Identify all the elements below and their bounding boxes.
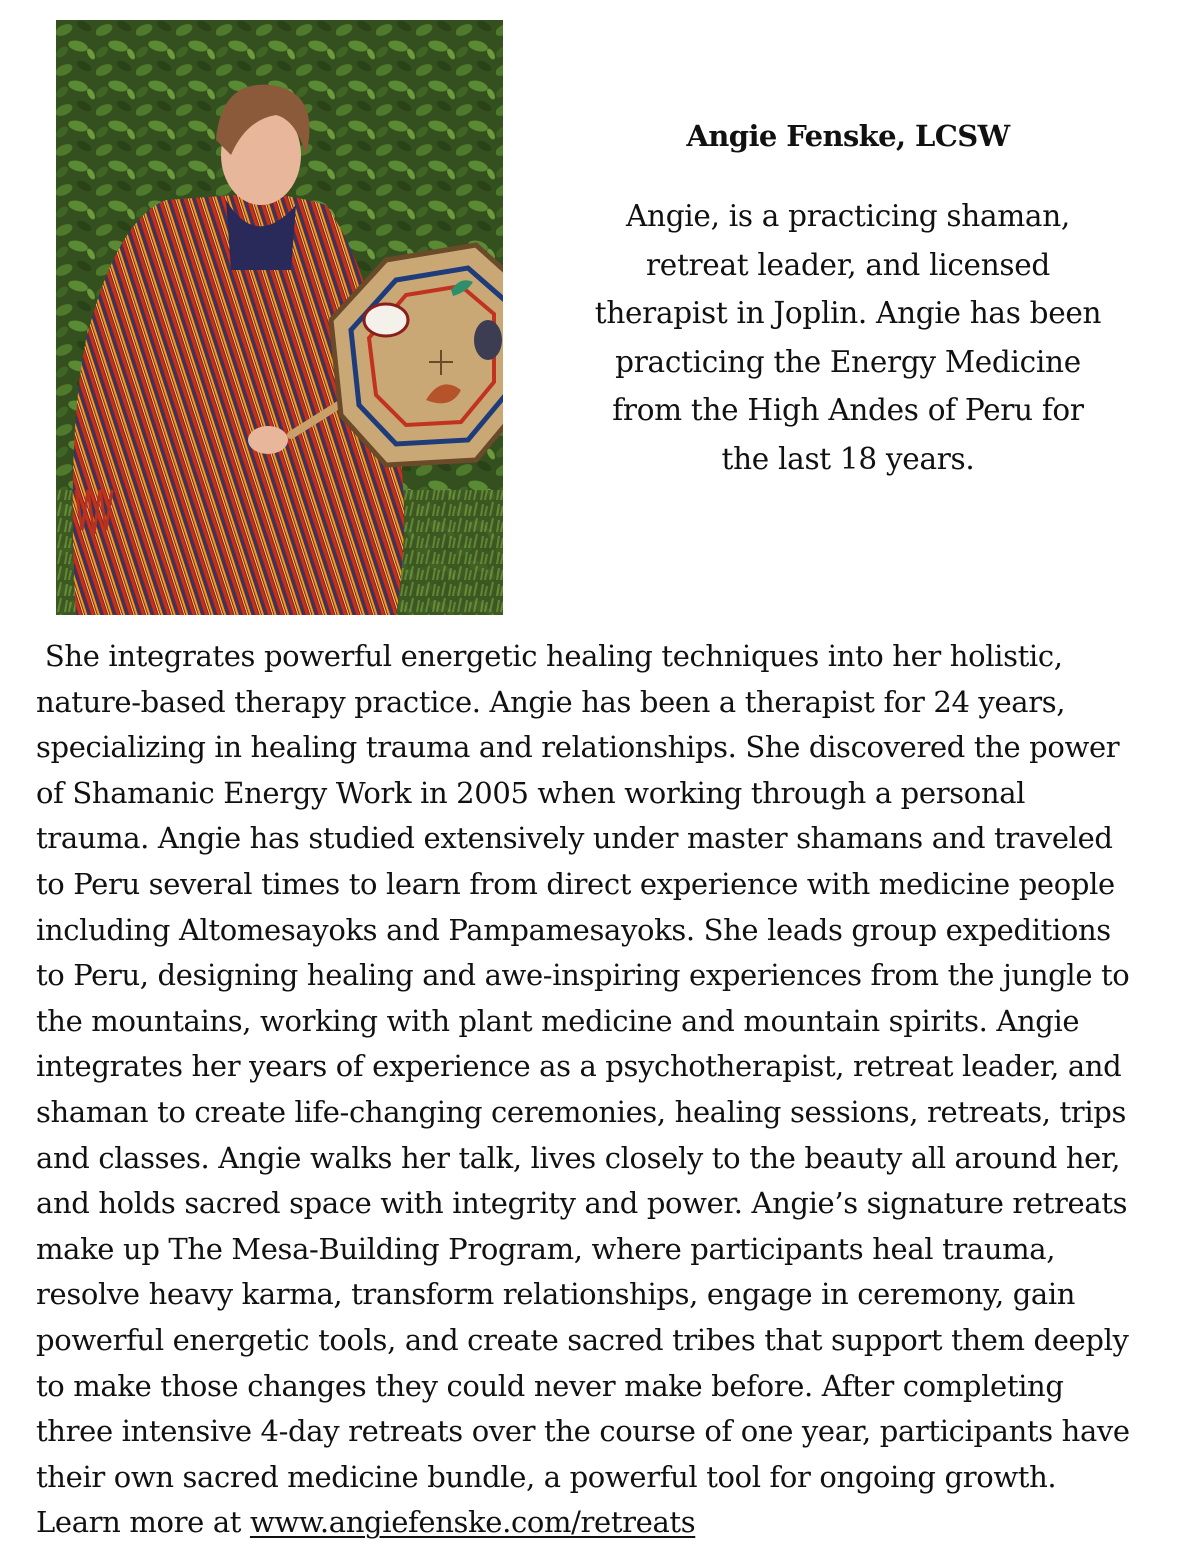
body-line: shaman to create life-changing ceremonies, healing sessions, retreats, trips <box>36 1094 1126 1129</box>
body-line: resolve heavy karma, transform relationships, engage in ceremony, gain <box>36 1277 1076 1312</box>
intro-line: therapist in Joplin. Angie has been <box>594 296 1102 330</box>
body-line: and holds sacred space with integrity and power. Angie’s signature retreats <box>36 1186 1128 1221</box>
body-line: their own sacred medicine bundle, a powerful tool for ongoing growth. <box>36 1459 1057 1494</box>
body-line: to Peru several times to learn from direct experience with medicine people <box>36 866 1115 901</box>
body-line: of Shamanic Energy Work in 2005 when working through a personal <box>36 775 1026 810</box>
bio-body-paragraph <box>36 634 1176 1546</box>
retreats-link[interactable]: www.angiefenske.com/retreats <box>249 1505 696 1540</box>
body-line: three intensive 4-day retreats over the course of one year, participants have <box>36 1414 1130 1449</box>
intro-line: Angie, is a practicing shaman, <box>625 199 1070 233</box>
body-line: powerful energetic tools, and create sacred tribes that support them deeply <box>36 1322 1129 1357</box>
learn-more-prefix: Learn more at <box>36 1505 250 1540</box>
body-line: the mountains, working with plant medicine and mountain spirits. Angie <box>36 1003 1080 1038</box>
body-line: and classes. Angie walks her talk, lives closely to the beauty all around her, <box>36 1140 1121 1175</box>
body-line: She integrates powerful energetic healing techniques into her holistic, <box>36 639 1063 673</box>
intro-line: practicing the Energy Medicine <box>615 344 1081 379</box>
body-line: to make those changes they could never make before. After completing <box>36 1368 1064 1403</box>
bio-header <box>548 116 1148 483</box>
learn-more-line <box>36 1500 1176 1546</box>
intro-line: the last 18 years. <box>721 441 975 476</box>
body-line: to Peru, designing healing and awe-inspiring experiences from the jungle to <box>36 958 1130 993</box>
body-line: integrates her years of experience as a psychotherapist, retreat leader, and <box>36 1049 1122 1084</box>
body-line: nature-based therapy practice. Angie has been a therapist for 24 years, <box>36 684 1066 719</box>
portrait-photo <box>56 20 503 615</box>
intro-line: from the High Andes of Peru for <box>612 393 1084 427</box>
body-line: specializing in healing trauma and relationships. She discovered the power <box>36 730 1120 765</box>
intro-paragraph <box>548 192 1148 483</box>
body-line: including Altomesayoks and Pampamesayoks. She leads group expeditions <box>36 912 1111 947</box>
intro-line: retreat leader, and licensed <box>645 247 1050 282</box>
body-line: make up The Mesa-Building Program, where participants heal trauma, <box>36 1231 1056 1266</box>
body-line: trauma. Angie has studied extensively under master shamans and traveled <box>36 821 1113 856</box>
person-name: Angie Fenske, LCSW <box>686 119 1010 153</box>
